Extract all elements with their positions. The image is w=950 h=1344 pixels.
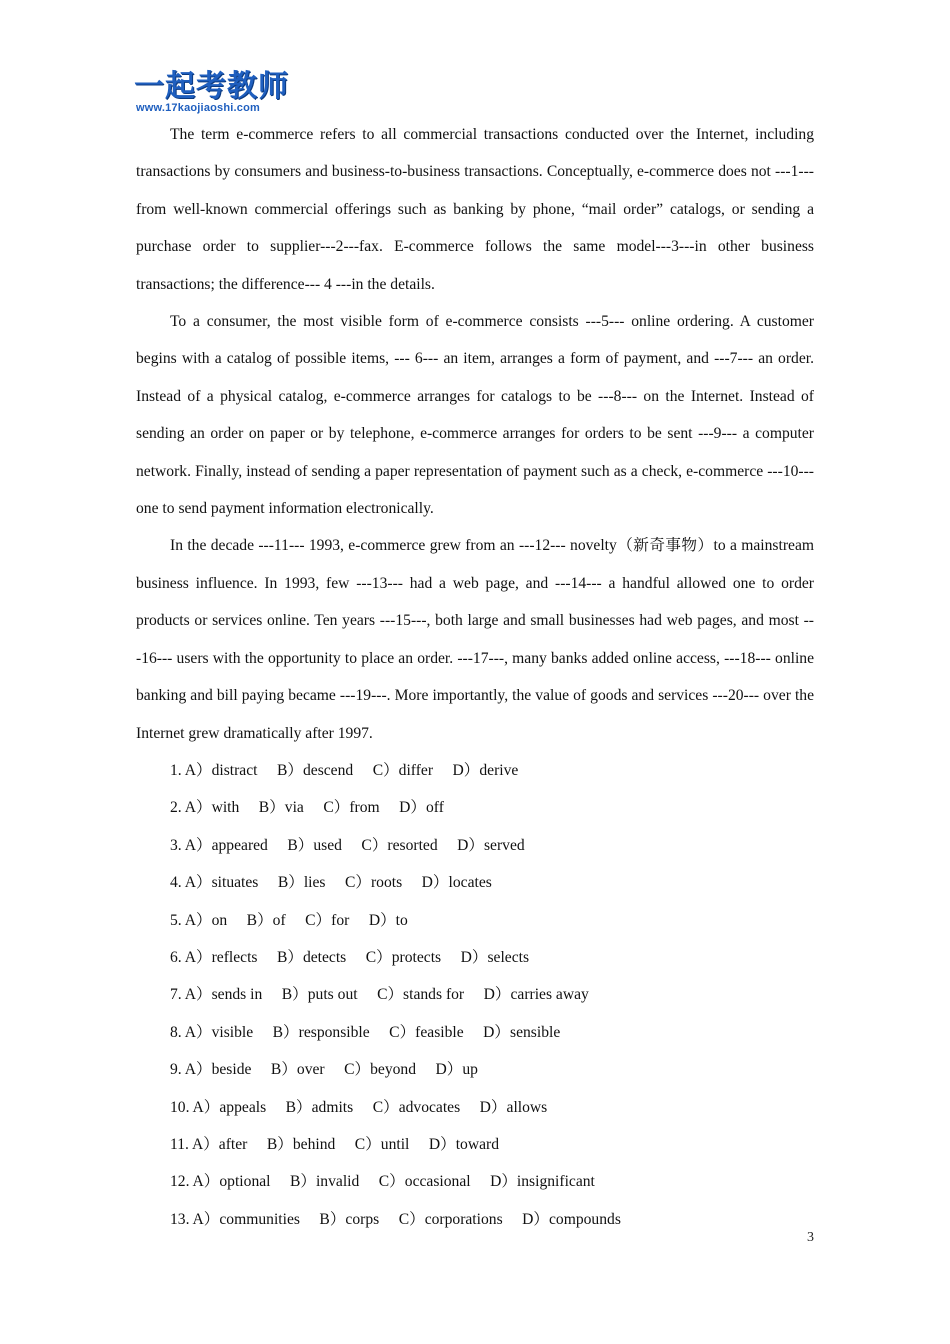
question-list	[136, 752, 814, 1238]
paragraph-3: In the decade ---11--- 1993, e-commerce grew from an ---12--- novelty（新奇事物）to a mainstream business influence. In 1993, few ---13--- had a web page, and ---14--- a handful allowed one to order products or services online. Ten years ---15---, both large and small businesses had web pages, and most ---16--- users with the opportunity to place an order. ---17---, many banks added online access, ---18--- online banking and bill paying became ---19---. More importantly, the value of goods and services ---20--- over the Internet grew dramatically after 1997.	[136, 537, 814, 742]
paragraph-2: To a consumer, the most visible form of e-commerce consists ---5--- online ordering. A customer begins with a catalog of possible items, --- 6--- an item, arranges a form of payment, and ---7--- an order. Instead of a physical catalog, e-commerce arranges for catalogs to be ---8--- on the Internet. Instead of sending an order on paper or by telephone, e-commerce arranges for orders to be sent ---9--- a computer network. Finally, instead of sending a paper representation of payment such as a check, e-commerce ---10--- one to send payment information electronically.	[136, 313, 814, 518]
question-item: 6. A）reflects B）detects C）protects D）selects	[170, 948, 530, 966]
logo-url: www.17kaojiaoshi.com	[136, 102, 261, 114]
paragraph-1: The term e-commerce refers to all commercial transactions conducted over the Internet, including transactions by consumers and business-to-business transactions. Conceptually, e-commerce does not ---1---from well-known commercial offerings such as banking by phone, “mail order” catalogs, or sending a purchase order to supplier---2---fax. E-commerce follows the same model---3---in other business transactions; the difference--- 4 ---in the details.	[136, 126, 814, 293]
question-item: 11. A）after B）behind C）until D）toward	[170, 1135, 500, 1153]
question-item: 1. A）distract B）descend C）differ D）derive	[170, 761, 519, 779]
question-item: 13. A）communities B）corps C）corporations D）compounds	[170, 1210, 621, 1228]
question-item: 4. A）situates B）lies C）roots D）locates	[170, 874, 492, 892]
logo-title: 一起考教师	[134, 69, 289, 104]
question-item: 2. A）with B）via C）from D）off	[170, 799, 444, 817]
question-item: 10. A）appeals B）admits C）advocates D）allows	[170, 1098, 548, 1116]
question-item: 5. A）on B）of C）for D）to	[170, 911, 408, 929]
question-item: 12. A）optional B）invalid C）occasional D）insignificant	[170, 1173, 595, 1191]
question-item: 3. A）appeared B）used C）resorted D）served	[170, 836, 525, 854]
question-item: 8. A）visible B）responsible C）feasible D）sensible	[170, 1023, 561, 1041]
question-item: 9. A）beside B）over C）beyond D）up	[170, 1061, 478, 1079]
site-logo	[134, 70, 304, 116]
question-item: 7. A）sends in B）puts out C）stands for D）carries away	[170, 986, 589, 1004]
page-number: 3	[807, 1230, 814, 1245]
passage-body	[136, 116, 814, 1238]
